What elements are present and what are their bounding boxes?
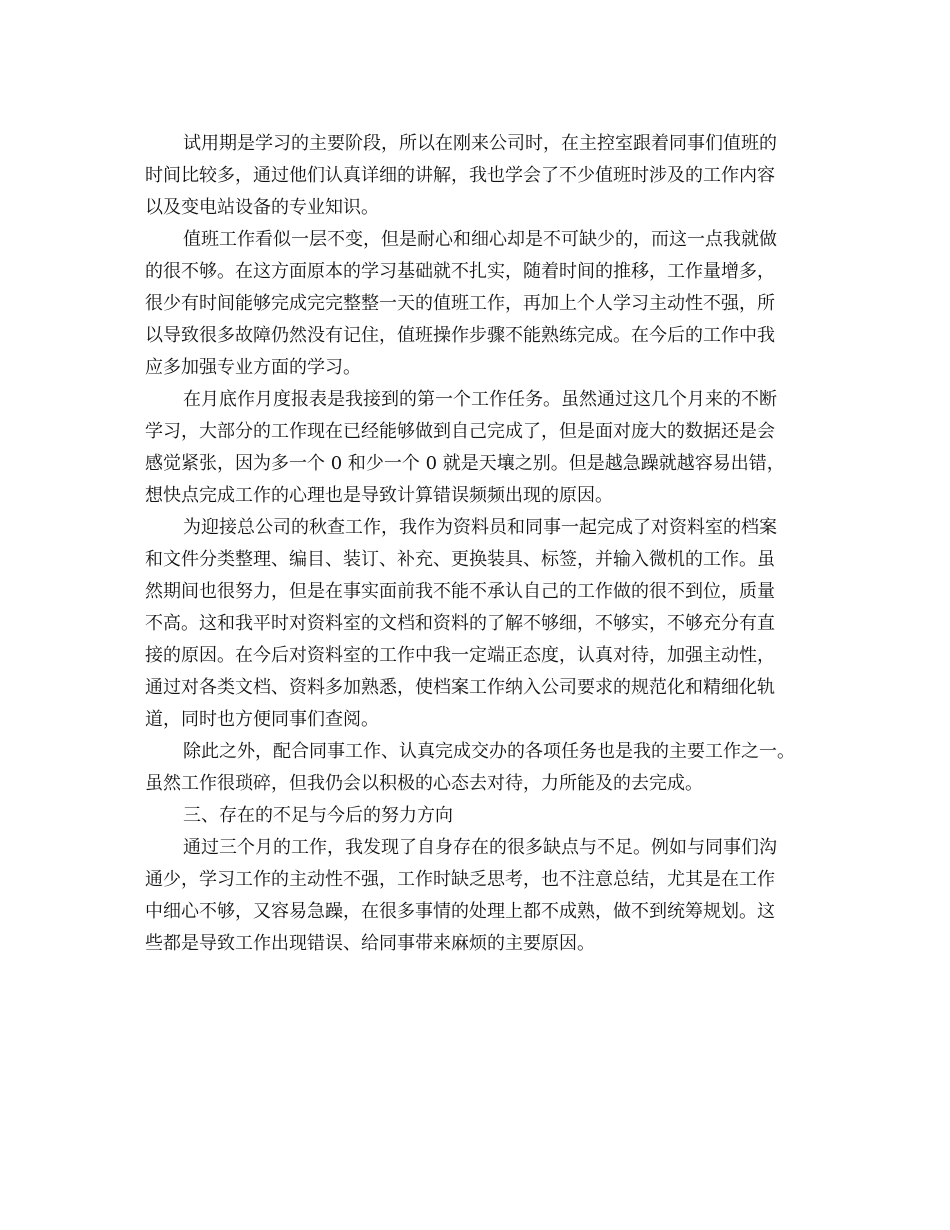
paragraph-line: 很少有时间能够完成完完整整一天的值班工作，再加上个人学习主动性不强，所 — [145, 293, 775, 314]
paragraph-line: 通过对各类文档、资料多加熟悉，使档案工作纳入公司要求的规范化和精细化轨 — [145, 677, 775, 698]
paragraph-line: 不高。这和我平时对资料室的文档和资料的了解不够细，不够实，不够充分有直 — [145, 613, 775, 634]
paragraph-line: 应多加强专业方面的学习。 — [145, 357, 361, 378]
paragraph-line: 些都是导致工作出现错误、给同事带来麻烦的主要原因。 — [145, 933, 595, 954]
paragraph-first-line: 试用期是学习的主要阶段，所以在刚来公司时，在主控室跟着同事们值班的 — [183, 133, 777, 154]
paragraph-line: 以及变电站设备的专业知识。 — [145, 197, 379, 218]
paragraph-first-line: 三、存在的不足与今后的努力方向 — [183, 805, 453, 826]
paragraph-line: 感觉紧张，因为多一个 0 和少一个 0 就是天壤之别。但是越急躁就越容易出错， — [145, 453, 785, 474]
paragraph-first-line: 除此之外，配合同事工作、认真完成交办的各项任务也是我的主要工作之一。 — [183, 741, 795, 762]
paragraph-line: 时间比较多，通过他们认真详细的讲解，我也学会了不少值班时涉及的工作内容 — [145, 165, 775, 186]
paragraph-line: 的很不够。在这方面原本的学习基础就不扎实，随着时间的推移，工作量增多， — [145, 261, 775, 282]
paragraph-line: 以导致很多故障仍然没有记住，值班操作步骤不能熟练完成。在今后的工作中我 — [145, 325, 775, 346]
paragraph-line: 然期间也很努力，但是在事实面前我不能不承认自己的工作做的很不到位，质量 — [145, 581, 775, 602]
paragraph-line: 和文件分类整理、编目、装订、补充、更换装具、标签，并输入微机的工作。虽 — [145, 549, 775, 570]
paragraph-line: 道，同时也方便同事们查阅。 — [145, 709, 379, 730]
paragraph-first-line: 值班工作看似一层不变，但是耐心和细心却是不可缺少的，而这一点我就做 — [183, 229, 777, 250]
paragraph-line: 中细心不够，又容易急躁，在很多事情的处理上都不成熟，做不到统筹规划。这 — [145, 901, 775, 922]
paragraph-line: 想快点完成工作的心理也是导致计算错误频频出现的原因。 — [145, 485, 613, 506]
paragraph-line: 学习，大部分的工作现在已经能够做到自己完成了，但是面对庞大的数据还是会 — [145, 421, 775, 442]
paragraph-first-line: 在月底作月度报表是我接到的第一个工作任务。虽然通过这几个月来的不断 — [183, 389, 777, 410]
paragraph-line: 通少，学习工作的主动性不强，工作时缺乏思考，也不注意总结，尤其是在工作 — [145, 869, 775, 890]
paragraph-first-line: 为迎接总公司的秋查工作，我作为资料员和同事一起完成了对资料室的档案 — [183, 517, 777, 538]
paragraph-line: 接的原因。在今后对资料室的工作中我一定端正态度，认真对待，加强主动性， — [145, 645, 775, 666]
paragraph-line: 虽然工作很琐碎，但我仍会以积极的心态去对待，力所能及的去完成。 — [145, 773, 703, 794]
paragraph-first-line: 通过三个月的工作，我发现了自身存在的很多缺点与不足。例如与同事们沟 — [183, 837, 777, 858]
document-body — [145, 128, 810, 960]
